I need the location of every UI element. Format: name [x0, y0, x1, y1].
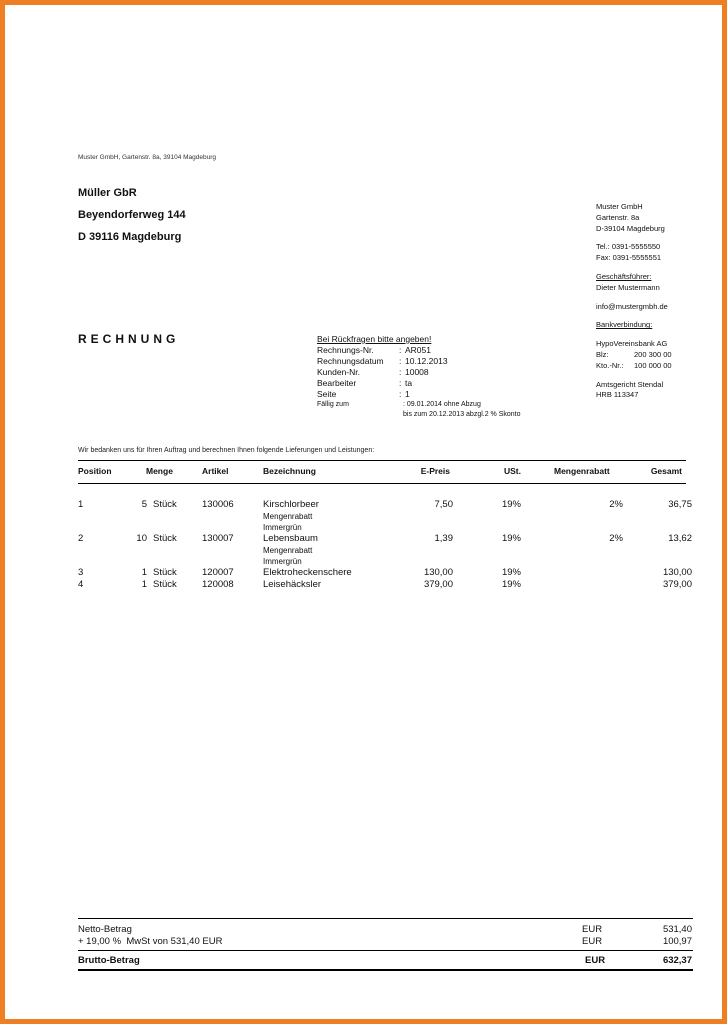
- row-position: 4: [78, 579, 84, 590]
- totals-bottom-rule: [78, 969, 693, 971]
- gross-currency: EUR: [585, 955, 606, 966]
- row-price: 1,39: [434, 533, 453, 544]
- bank-label: Bankverbindung:: [596, 320, 653, 330]
- header-gesamt: Gesamt: [650, 466, 682, 476]
- row-description: Elektroheckenschere: [263, 567, 352, 578]
- vat-value: 100,97: [662, 936, 692, 947]
- sender-return-address: Muster GmbH, Gartenstr. 8a, 39104 Magdeburg: [78, 154, 217, 161]
- kto-label: Kto.-Nr.:: [596, 360, 624, 370]
- row-vat: 19%: [501, 567, 521, 578]
- header-epreis: E-Preis: [420, 466, 450, 476]
- header-artikel: Artikel: [202, 466, 229, 476]
- row-vat: 19%: [501, 533, 521, 544]
- row-unit: Stück: [153, 533, 177, 544]
- row-vat: 19%: [501, 499, 521, 510]
- row-position: 3: [78, 567, 84, 578]
- row-price: 130,00: [423, 567, 453, 578]
- meta-separator: :: [399, 389, 402, 399]
- meta-row: [317, 356, 521, 367]
- invoice-meta: [317, 334, 521, 420]
- totals-top-rule: [78, 918, 693, 919]
- recipient-address: [78, 187, 186, 253]
- header-menge: Menge: [146, 466, 173, 476]
- company-street: Gartenstr. 8a: [596, 212, 640, 222]
- vat-currency: EUR: [582, 936, 603, 947]
- bank-name: HypoVereinsbank AG: [596, 339, 668, 349]
- net-label: Netto-Betrag: [78, 924, 132, 935]
- totals-mid-rule: [78, 950, 693, 951]
- net-currency: EUR: [582, 924, 603, 935]
- row-description: Lebensbaum: [263, 533, 318, 544]
- header-rabatt: Mengenrabatt: [554, 466, 610, 476]
- hrb: HRB 113347: [596, 390, 639, 400]
- meta-label: Rechnungs-Nr.: [317, 345, 374, 355]
- row-subline: Mengenrabatt: [263, 512, 313, 521]
- header-bezeichnung: Bezeichnung: [263, 466, 316, 476]
- row-article: 130006: [202, 499, 234, 510]
- due-value: : 09.01.2014 ohne Abzug: [403, 401, 481, 408]
- meta-value: 10.12.2013: [405, 356, 448, 366]
- row-article: 130007: [202, 533, 234, 544]
- due-value-skonto: bis zum 20.12.2013 abzgl.2 % Skonto: [403, 411, 521, 418]
- meta-hint: Bei Rückfragen bitte angeben!: [317, 334, 432, 344]
- company-info: [596, 202, 672, 401]
- company-name: Muster GmbH: [596, 202, 643, 211]
- bank-blz: [596, 350, 672, 361]
- court: Amtsgericht Stendal: [596, 379, 664, 389]
- meta-label: Kunden-Nr.: [317, 367, 360, 377]
- row-description: Leisehäcksler: [263, 579, 322, 590]
- bank-account: [596, 361, 672, 372]
- company-city: D-39104 Magdeburg: [596, 223, 665, 233]
- meta-row: [317, 367, 521, 378]
- meta-separator: :: [399, 345, 402, 355]
- header-ust: USt.: [504, 466, 521, 476]
- meta-separator: :: [399, 378, 402, 388]
- row-position: 1: [78, 499, 84, 510]
- row-discount: 2%: [609, 499, 623, 510]
- blz-label: Blz:: [596, 349, 609, 359]
- row-total: 13,62: [668, 533, 692, 544]
- meta-value: ta: [405, 378, 413, 388]
- row-description: Kirschlorbeer: [263, 499, 319, 510]
- row-discount: 2%: [609, 533, 623, 544]
- row-article: 120008: [202, 579, 234, 590]
- row-total: 36,75: [668, 499, 692, 510]
- row-subline: Immergrün: [263, 523, 302, 532]
- recipient-street: Beyendorferweg 144: [78, 209, 186, 221]
- row-unit: Stück: [153, 567, 177, 578]
- row-vat: 19%: [501, 579, 521, 590]
- row-qty: 1: [141, 579, 147, 590]
- gross-label: Brutto-Betrag: [78, 955, 140, 966]
- meta-separator: :: [399, 367, 402, 377]
- meta-separator: :: [399, 356, 402, 366]
- table-top-rule: [78, 460, 686, 461]
- meta-row: [317, 345, 521, 356]
- row-unit: Stück: [153, 579, 177, 590]
- manager-name: Dieter Mustermann: [596, 282, 660, 292]
- meta-label: Bearbeiter: [317, 378, 357, 388]
- row-article: 120007: [202, 567, 234, 578]
- meta-value: AR051: [405, 345, 431, 355]
- recipient-name: Müller GbR: [78, 187, 137, 199]
- vat-label: + 19,00 % MwSt von 531,40 EUR: [78, 936, 223, 947]
- gross-value: 632,37: [662, 955, 692, 966]
- row-total: 130,00: [662, 567, 692, 578]
- row-total: 379,00: [662, 579, 692, 590]
- net-value: 531,40: [662, 924, 692, 935]
- row-price: 379,00: [423, 579, 453, 590]
- row-subline: Immergrün: [263, 557, 302, 566]
- due-label: Fällig zum: [317, 401, 349, 408]
- meta-value: 10008: [405, 367, 429, 377]
- row-position: 2: [78, 533, 84, 544]
- company-email: info@mustergmbh.de: [596, 301, 668, 311]
- meta-row: [317, 389, 521, 400]
- row-unit: Stück: [153, 499, 177, 510]
- row-qty: 1: [141, 567, 147, 578]
- row-qty: 10: [136, 533, 147, 544]
- managers-label: Geschäftsführer:: [596, 271, 652, 281]
- row-price: 7,50: [434, 499, 453, 510]
- meta-label: Rechnungsdatum: [317, 356, 384, 366]
- header-position: Position: [78, 466, 112, 476]
- meta-label: Seite: [317, 389, 337, 399]
- meta-due-row: [317, 400, 521, 410]
- intro-text: Wir bedanken uns für Ihren Auftrag und berechnen Ihnen folgende Lieferungen und Leistungen:: [78, 447, 375, 454]
- kto-value: 100 000 00: [634, 360, 672, 370]
- document-title: RECHNUNG: [78, 332, 180, 346]
- meta-row: [317, 378, 521, 389]
- recipient-city: D 39116 Magdeburg: [78, 231, 182, 243]
- table-header-rule: [78, 483, 686, 484]
- row-subline: Mengenrabatt: [263, 546, 313, 555]
- row-qty: 5: [141, 499, 147, 510]
- company-fax: Fax: 0391-5555551: [596, 253, 662, 263]
- company-tel: Tel.: 0391-5555550: [596, 242, 661, 252]
- meta-value: 1: [405, 389, 410, 399]
- blz-value: 200 300 00: [634, 349, 672, 359]
